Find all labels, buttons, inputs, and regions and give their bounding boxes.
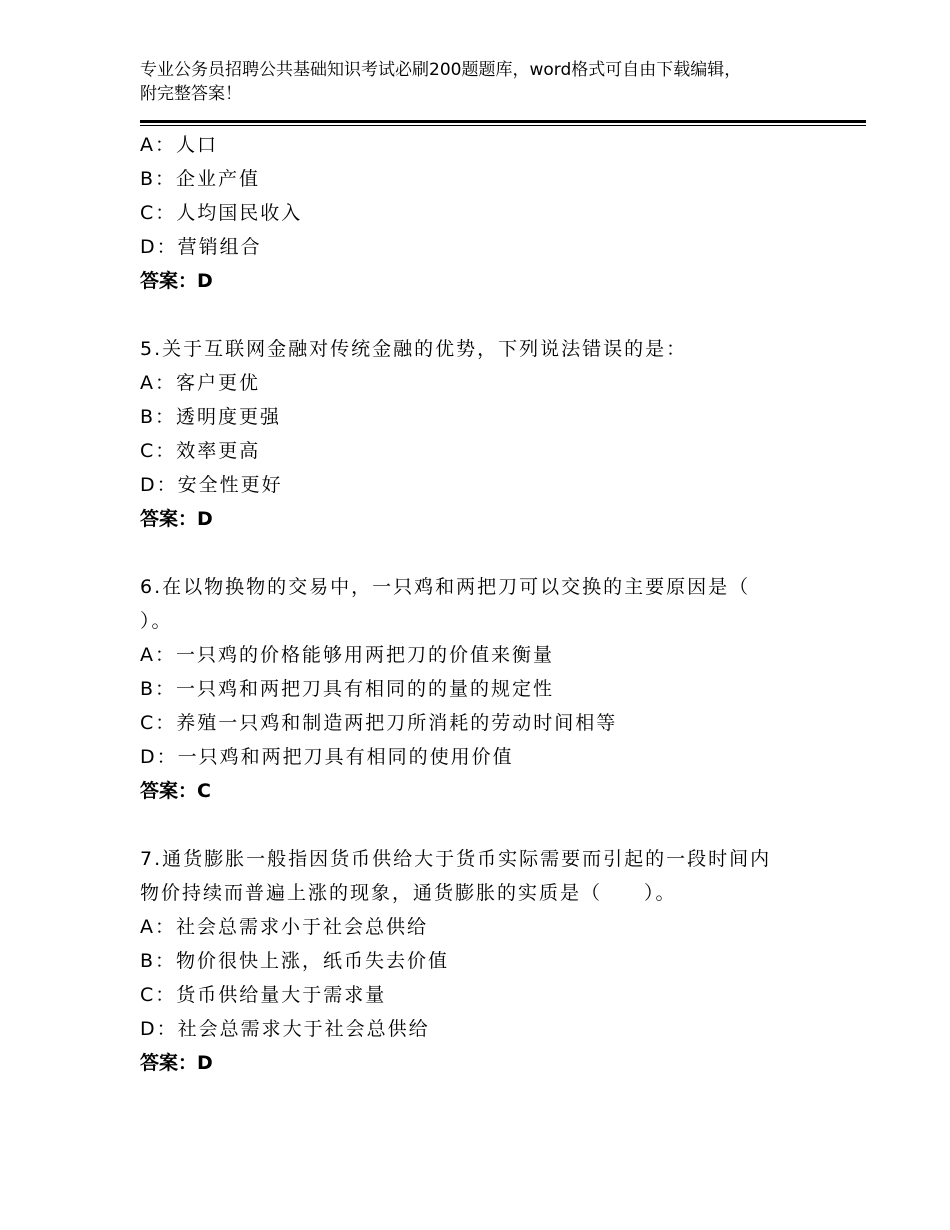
- answer: 答案：C: [140, 780, 211, 802]
- option-c: C：效率更高: [140, 440, 261, 462]
- option-d: D：一只鸡和两把刀具有相同的使用价值: [140, 746, 514, 768]
- question-7: [140, 842, 840, 1080]
- option-a: A：客户更优: [140, 372, 260, 394]
- page-header: [140, 58, 840, 106]
- header-rule-thin: [140, 125, 866, 126]
- question-stem: 7.通货膨胀一般指因货币供给大于货币实际需要而引起的一段时间内: [140, 848, 772, 870]
- answer: 答案：D: [140, 1052, 213, 1074]
- question-stem: 5.关于互联网金融对传统金融的优势，下列说法错误的是：: [140, 338, 688, 360]
- option-a: A：社会总需求小于社会总供给: [140, 916, 428, 938]
- option-b: B：透明度更强: [140, 406, 282, 428]
- spacer: [140, 808, 840, 842]
- answer: 答案：D: [140, 270, 213, 292]
- question-5: [140, 332, 840, 536]
- question-list: [140, 128, 840, 1080]
- header-rule-thick: [140, 120, 866, 123]
- spacer: [140, 536, 840, 570]
- option-a: A：一只鸡的价格能够用两把刀的价值来衡量: [140, 644, 554, 666]
- question-6: [140, 570, 840, 808]
- spacer: [140, 298, 840, 332]
- option-b: B：一只鸡和两把刀具有相同的的量的规定性: [140, 678, 555, 700]
- option-c: C：货币供给量大于需求量: [140, 984, 387, 1006]
- question-4: [140, 128, 840, 298]
- option-c: C：养殖一只鸡和制造两把刀所消耗的劳动时间相等: [140, 712, 618, 734]
- question-stem-cont: 物价持续而普遍上涨的现象，通货膨胀的实质是（ ）。: [140, 882, 677, 904]
- header-line-2: 附完整答案！: [140, 84, 242, 104]
- question-stem-cont: ）。: [140, 610, 173, 632]
- option-a: A：人口: [140, 134, 218, 156]
- question-stem: 6.在以物换物的交易中，一只鸡和两把刀可以交换的主要原因是（: [140, 576, 751, 598]
- option-b: B：企业产值: [140, 168, 261, 190]
- header-line-1: 专业公务员招聘公共基础知识考试必刷200题题库，word格式可自由下载编辑，: [140, 60, 742, 80]
- option-d: D：营销组合: [140, 236, 262, 258]
- option-d: D：社会总需求大于社会总供给: [140, 1018, 430, 1040]
- option-c: C：人均国民收入: [140, 202, 303, 224]
- option-b: B：物价很快上涨，纸币失去价值: [140, 950, 450, 972]
- option-d: D：安全性更好: [140, 474, 283, 496]
- answer: 答案：D: [140, 508, 213, 530]
